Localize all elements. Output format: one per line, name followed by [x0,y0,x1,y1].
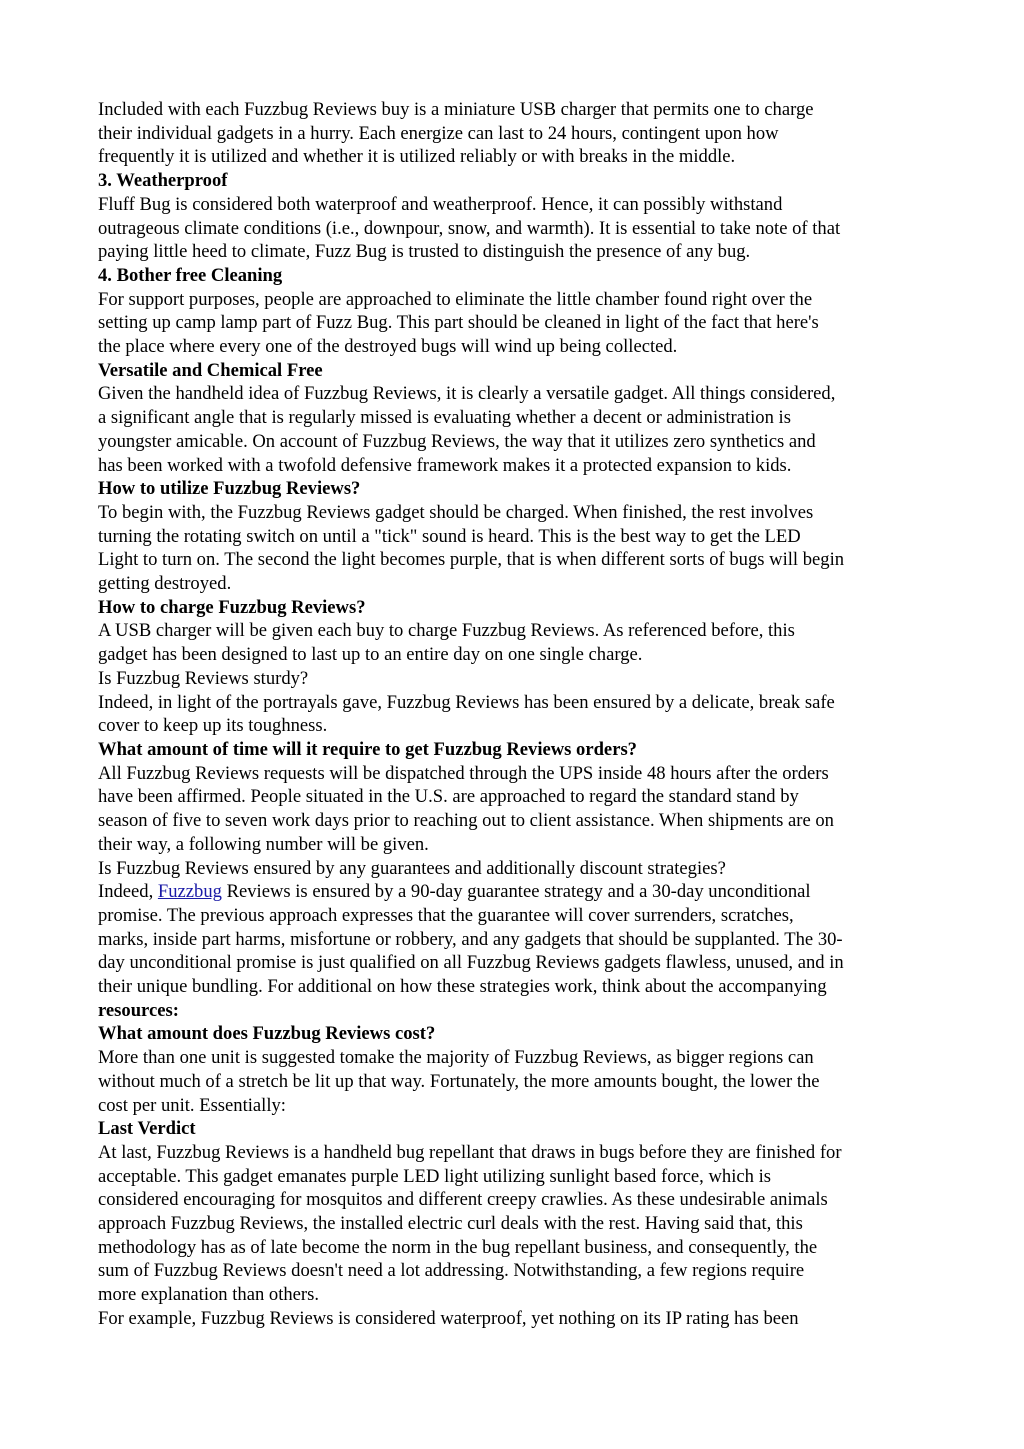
body-text-line: For example, Fuzzbug Reviews is considered waterproof, yet nothing on its IP rating has been [98,1307,799,1329]
body-text-line: acceptable. This gadget emanates purple LED light utilizing sunlight based force, which is [98,1165,771,1187]
body-text-line: has been worked with a twofold defensive framework makes it a protected expansion to kids. [98,454,792,476]
section-heading-how-to-utilize: How to utilize Fuzzbug Reviews? [98,478,361,500]
body-text-line: promise. The previous approach expresses that the guarantee will cover surrenders, scratches, [98,904,794,926]
body-text-line: Given the handheld idea of Fuzzbug Reviews, it is clearly a versatile gadget. All things considered, [98,383,836,405]
question-sturdy: Is Fuzzbug Reviews sturdy? [98,667,309,689]
body-text-line: setting up camp lamp part of Fuzz Bug. This part should be cleaned in light of the fact that here's [98,312,819,334]
body-text-line: getting destroyed. [98,573,232,595]
section-heading-cleaning: 4. Bother free Cleaning [98,264,283,286]
body-text-line: have been affirmed. People situated in the U.S. are approached to regard the standard stand by [98,786,799,808]
body-text-line: gadget has been designed to last up to an entire day on one single charge. [98,644,643,666]
body-text-line: At last, Fuzzbug Reviews is a handheld bug repellant that draws in bugs before they are finished for [98,1141,842,1163]
section-heading-versatile: Versatile and Chemical Free [98,359,323,381]
body-text-line: frequently it is utilized and whether it is utilized reliably or with breaks in the middle. [98,146,736,168]
section-heading-orders: What amount of time will it require to get Fuzzbug Reviews orders? [98,738,637,760]
body-text-line: methodology has as of late become the norm in the bug repellant business, and consequently, the [98,1236,818,1258]
resources-label: resources: [98,999,179,1021]
body-text-line: turning the rotating switch on until a "tick" sound is heard. This is the best way to get the LED [98,525,801,547]
section-heading-how-to-charge: How to charge Fuzzbug Reviews? [98,596,366,618]
body-text-line: season of five to seven work days prior to reaching out to client assistance. When shipments are on [98,810,834,832]
body-text-line: day unconditional promise is just qualified on all Fuzzbug Reviews gadgets flawless, unused, and in [98,952,844,974]
body-text-line: More than one unit is suggested tomake the majority of Fuzzbug Reviews, as bigger regions can [98,1047,814,1069]
body-text-line: All Fuzzbug Reviews requests will be dispatched through the UPS inside 48 hours after the orders [98,762,829,784]
document-page [98,98,938,1331]
section-heading-last-verdict: Last Verdict [98,1118,196,1140]
body-text-line: the place where every one of the destroyed bugs will wind up being collected. [98,336,678,358]
body-text-line: sum of Fuzzbug Reviews doesn't need a lot addressing. Notwithstanding, a few regions require [98,1260,805,1282]
body-text-line: youngster amicable. On account of Fuzzbug Reviews, the way that it utilizes zero synthetics and [98,430,816,452]
body-text-line: their way, a following number will be given. [98,833,429,855]
body-text-line: without much of a stretch be lit up that way. Fortunately, the more amounts bought, the lower the [98,1070,820,1092]
section-heading-cost: What amount does Fuzzbug Reviews cost? [98,1023,436,1045]
body-text-line: considered encouraging for mosquitos and different creepy crawlies. As these undesirable animals [98,1189,828,1211]
body-text-line-with-link [98,880,938,904]
body-text-line: more explanation than others. [98,1284,319,1306]
body-text-line: cost per unit. Essentially: [98,1094,286,1116]
body-text-line: A USB charger will be given each buy to charge Fuzzbug Reviews. As referenced before, this [98,620,795,642]
body-text-line: their individual gadgets in a hurry. Each energize can last to 24 hours, contingent upon how [98,122,779,144]
body-text-line: paying little heed to climate, Fuzz Bug is trusted to distinguish the presence of any bug. [98,241,751,263]
body-text-line: Indeed, in light of the portrayals gave, Fuzzbug Reviews has been ensured by a delicate, break safe [98,691,835,713]
question-guarantees: Is Fuzzbug Reviews ensured by any guarantees and additionally discount strategies? [98,857,726,879]
body-text-line: To begin with, the Fuzzbug Reviews gadget should be charged. When finished, the rest involves [98,501,814,523]
section-heading-weatherproof: 3. Weatherproof [98,170,228,192]
link-line-after: Reviews is ensured by a 90-day guarantee strategy and a 30-day unconditional [221,881,811,903]
fuzzbug-link[interactable]: Fuzzbug [157,881,222,903]
body-text-line: approach Fuzzbug Reviews, the installed electric curl deals with the rest. Having said that, this [98,1213,803,1235]
body-text-line: marks, inside part harms, misfortune or robbery, and any gadgets that should be supplanted. The 30- [98,928,843,950]
body-text-line: outrageous climate conditions (i.e., downpour, snow, and warmth). It is essential to take note of that [98,217,841,239]
body-text-line: their unique bundling. For additional on how these strategies work, think about the accompanying [98,976,827,998]
body-text-line: Included with each Fuzzbug Reviews buy is a miniature USB charger that permits one to charge [98,99,814,120]
link-line-before: Indeed, [98,881,158,903]
body-text-line: a significant angle that is regularly missed is evaluating whether a decent or administration is [98,407,791,429]
body-text-line: For support purposes, people are approached to eliminate the little chamber found right over the [98,288,813,310]
body-text-line: cover to keep up its toughness. [98,715,328,737]
body-text-line: Light to turn on. The second the light becomes purple, that is when different sorts of bugs will begin [98,549,845,571]
body-text-line: Fluff Bug is considered both waterproof and weatherproof. Hence, it can possibly withstand [98,193,783,215]
